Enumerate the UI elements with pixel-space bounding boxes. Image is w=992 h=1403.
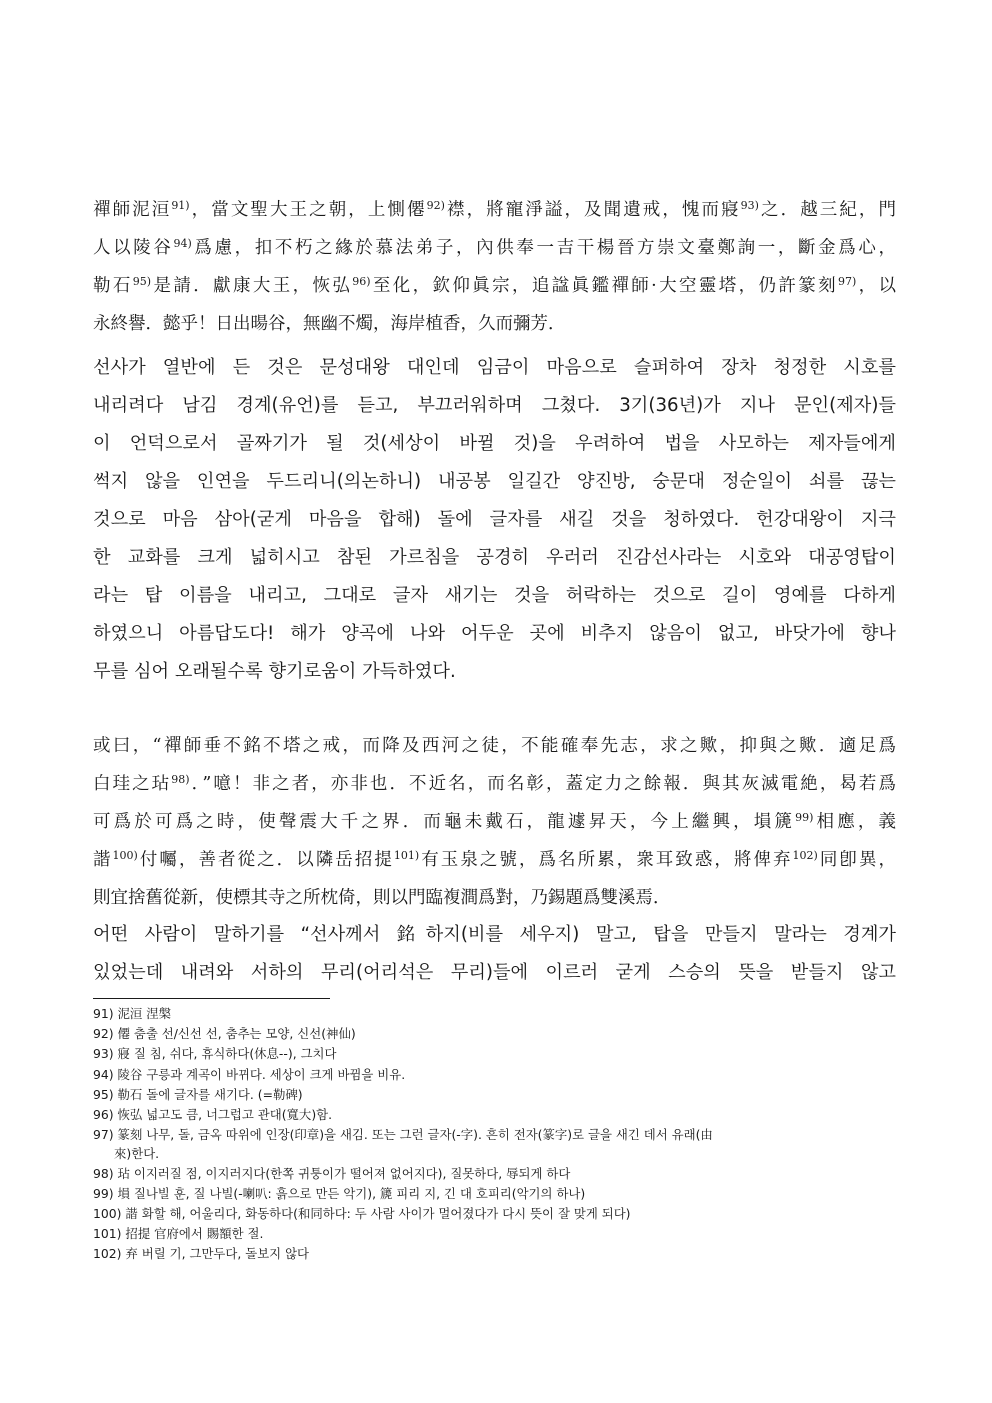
text-run: ，當文聖大王之朝，上惻僊 bbox=[189, 200, 427, 220]
footnote-ref[interactable]: 94) bbox=[173, 237, 192, 250]
chinese-line bbox=[93, 880, 896, 916]
korean-line: 어떤 사람이 말하기를 “선사께서 銘하지(비를 세우지) 말고, 탑을 만들지 말라는 경계가 bbox=[93, 924, 896, 945]
korean-line: 하였으니 아름답도다! 해가 양곡에 나와 어두운 곳에 비추지 않음이 없고, 바닷가에 향나 bbox=[93, 623, 896, 644]
text-run: 永終譽．懿乎！日出暘谷，無幽不燭，海岸植香，久而彌芳． bbox=[93, 314, 566, 334]
text-run: 之．越三紀，門 bbox=[758, 200, 897, 220]
text-run: 相應，義 bbox=[813, 812, 897, 832]
footnote: 99) 塤 질나빌 훈, 질 나빌(-喇叭: 흙으로 만든 악기), 篪 피리 지, 긴 대 호피리(악기의 하나) bbox=[93, 1186, 586, 1201]
chinese-line bbox=[93, 842, 896, 878]
footnote: 100) 諧 화할 해, 어울리다, 화동하다(和同하다: 두 사람 사이가 멀어졌다가 다시 뜻이 잘 맞게 되다) bbox=[93, 1206, 631, 1221]
text-run: 勒石 bbox=[93, 276, 133, 296]
footnote-ref[interactable]: 93) bbox=[740, 199, 759, 212]
korean-line: 것으로 마음 삼아(굳게 마음을 합해) 돌에 글자를 새길 것을 청하였다. 헌강대왕이 지극 bbox=[93, 509, 896, 530]
footnote: 92) 僊 춤출 선/신선 선, 춤추는 모양, 신선(神仙) bbox=[93, 1026, 356, 1041]
text-run: 禪師泥洹 bbox=[93, 200, 172, 220]
footnote-continuation: 來)한다. bbox=[114, 1146, 160, 1161]
chinese-line bbox=[93, 804, 896, 840]
text-run: 白珪之玷 bbox=[93, 774, 172, 794]
text-run: 付囑，善者從之．以隣岳招提 bbox=[137, 850, 394, 870]
footnote: 96) 恢弘 넓고도 큼, 너그럽고 관대(寬大)함. bbox=[93, 1107, 333, 1122]
korean-line: 한 교화를 크게 넓히시고 참된 가르침을 공경히 우러러 진감선사라는 시호와 대공영탑이 bbox=[93, 547, 896, 568]
footnote: 93) 寢 질 침, 쉬다, 휴식하다(休息--), 그치다 bbox=[93, 1046, 337, 1061]
chinese-line bbox=[93, 766, 896, 802]
footnote: 94) 陵谷 구릉과 계곡이 바뀌다. 세상이 크게 바뀜을 비유. bbox=[93, 1067, 406, 1082]
text-run: 或曰，“禪師垂不銘不塔之戒，而降及西河之徒，不能確奉先志，求之歟，抑與之歟．適足爲 bbox=[93, 736, 896, 756]
korean-line: 라는 탑 이름을 내리고, 그대로 글자 새기는 것을 허락하는 것으로 길이 영예를 다하게 bbox=[93, 585, 896, 606]
text-run: 襟，將寵淨謚，及聞遺戒，愧而寢 bbox=[444, 200, 741, 220]
footnote: 91) 泥洹 涅槃 bbox=[93, 1006, 172, 1021]
chinese-line bbox=[93, 230, 896, 266]
text-run: 可爲於可爲之時，使聲震大千之界．而龜未戴石，龍遽昇天，今上繼興，塤篪 bbox=[93, 812, 796, 832]
korean-line: 무를 심어 오래될수록 향기로움이 가득하였다. bbox=[93, 661, 456, 682]
footnote: 101) 招提 官府에서 賜額한 절. bbox=[93, 1226, 264, 1241]
footnote-ref[interactable]: 95) bbox=[132, 275, 152, 288]
footnote-ref[interactable]: 101) bbox=[393, 849, 420, 862]
text-run: 是請．獻康大王，恢弘 bbox=[151, 276, 353, 296]
korean-line: 내리려다 남김 경계(유언)를 듣고, 부끄러워하며 그쳤다. 3기(36년)가 지나 문인(제자)들 bbox=[93, 395, 896, 416]
footnote-ref[interactable]: 98) bbox=[171, 773, 190, 786]
korean-line: 선사가 열반에 든 것은 문성대왕 대인데 임금이 마음으로 슬퍼하여 장차 청정한 시호를 bbox=[93, 357, 896, 378]
footnote-ref[interactable]: 91) bbox=[171, 199, 190, 212]
footnote-ref[interactable]: 96) bbox=[352, 275, 371, 288]
text-run: ，以 bbox=[856, 276, 897, 296]
text-run: 同卽異， bbox=[817, 850, 897, 870]
footnote-ref[interactable]: 100) bbox=[112, 849, 138, 862]
text-run: 人以陵谷 bbox=[93, 238, 174, 258]
footnote-ref[interactable]: 92) bbox=[426, 199, 445, 212]
korean-line: 이 언덕으로서 골짜기가 될 것(세상이 바뀔 것)을 우려하여 법을 사모하는 제자들에게 bbox=[93, 433, 896, 454]
text-run: ．”噫！非之者，亦非也．不近名，而名彰，蓋定力之餘報．與其灰滅電絶，曷若爲 bbox=[189, 774, 896, 794]
footnote: 102) 弃 버릴 기, 그만두다, 돌보지 않다 bbox=[93, 1246, 310, 1261]
footnote-separator bbox=[93, 998, 330, 999]
footnote-ref[interactable]: 99) bbox=[795, 811, 814, 824]
korean-line: 있었는데 내려와 서하의 무리(어리석은 무리)들에 이르러 굳게 스승의 뜻을 받들지 않고 bbox=[93, 962, 896, 983]
text-run: 則宜捨舊從新，使標其寺之所枕倚，則以門臨複澗爲對，乃錫題爲雙溪焉． bbox=[93, 888, 671, 908]
footnote-ref[interactable]: 97) bbox=[837, 275, 857, 288]
chinese-line bbox=[93, 728, 896, 764]
chinese-line bbox=[93, 192, 896, 228]
korean-line: 썩지 않을 인연을 두드리니(의논하니) 내공봉 일길간 양진방, 숭문대 정순일이 쇠를 끊는 bbox=[93, 471, 896, 492]
footnote-ref[interactable]: 102) bbox=[792, 849, 818, 862]
chinese-line bbox=[93, 268, 896, 304]
chinese-line bbox=[93, 306, 896, 342]
text-run: 諧 bbox=[93, 850, 113, 870]
footnote: 95) 勒石 돌에 글자를 새기다. (=勒碑) bbox=[93, 1087, 303, 1102]
footnote: 97) 篆刻 나무, 돌, 금옥 따위에 인장(印章)을 새김. 또는 그런 글자(-字). 흔히 전자(篆字)로 글을 새긴 데서 유래(由 bbox=[93, 1127, 713, 1142]
footnote: 98) 玷 이지러질 점, 이지러지다(한쪽 귀퉁이가 떨어져 없어지다), 질못하다, 辱되게 하다 bbox=[93, 1166, 571, 1181]
text-run: 爲慮，扣不朽之緣於慕法弟子，內供奉一吉干楊晉方崇文臺鄭詢一，斷金爲心， bbox=[191, 238, 896, 258]
text-run: 有玉泉之號，爲名所累，衆耳致惑，將俾弃 bbox=[419, 850, 793, 870]
text-run: 至化，欽仰眞宗，追諡眞鑑禪師·大空靈塔，仍許篆刻 bbox=[370, 276, 838, 296]
